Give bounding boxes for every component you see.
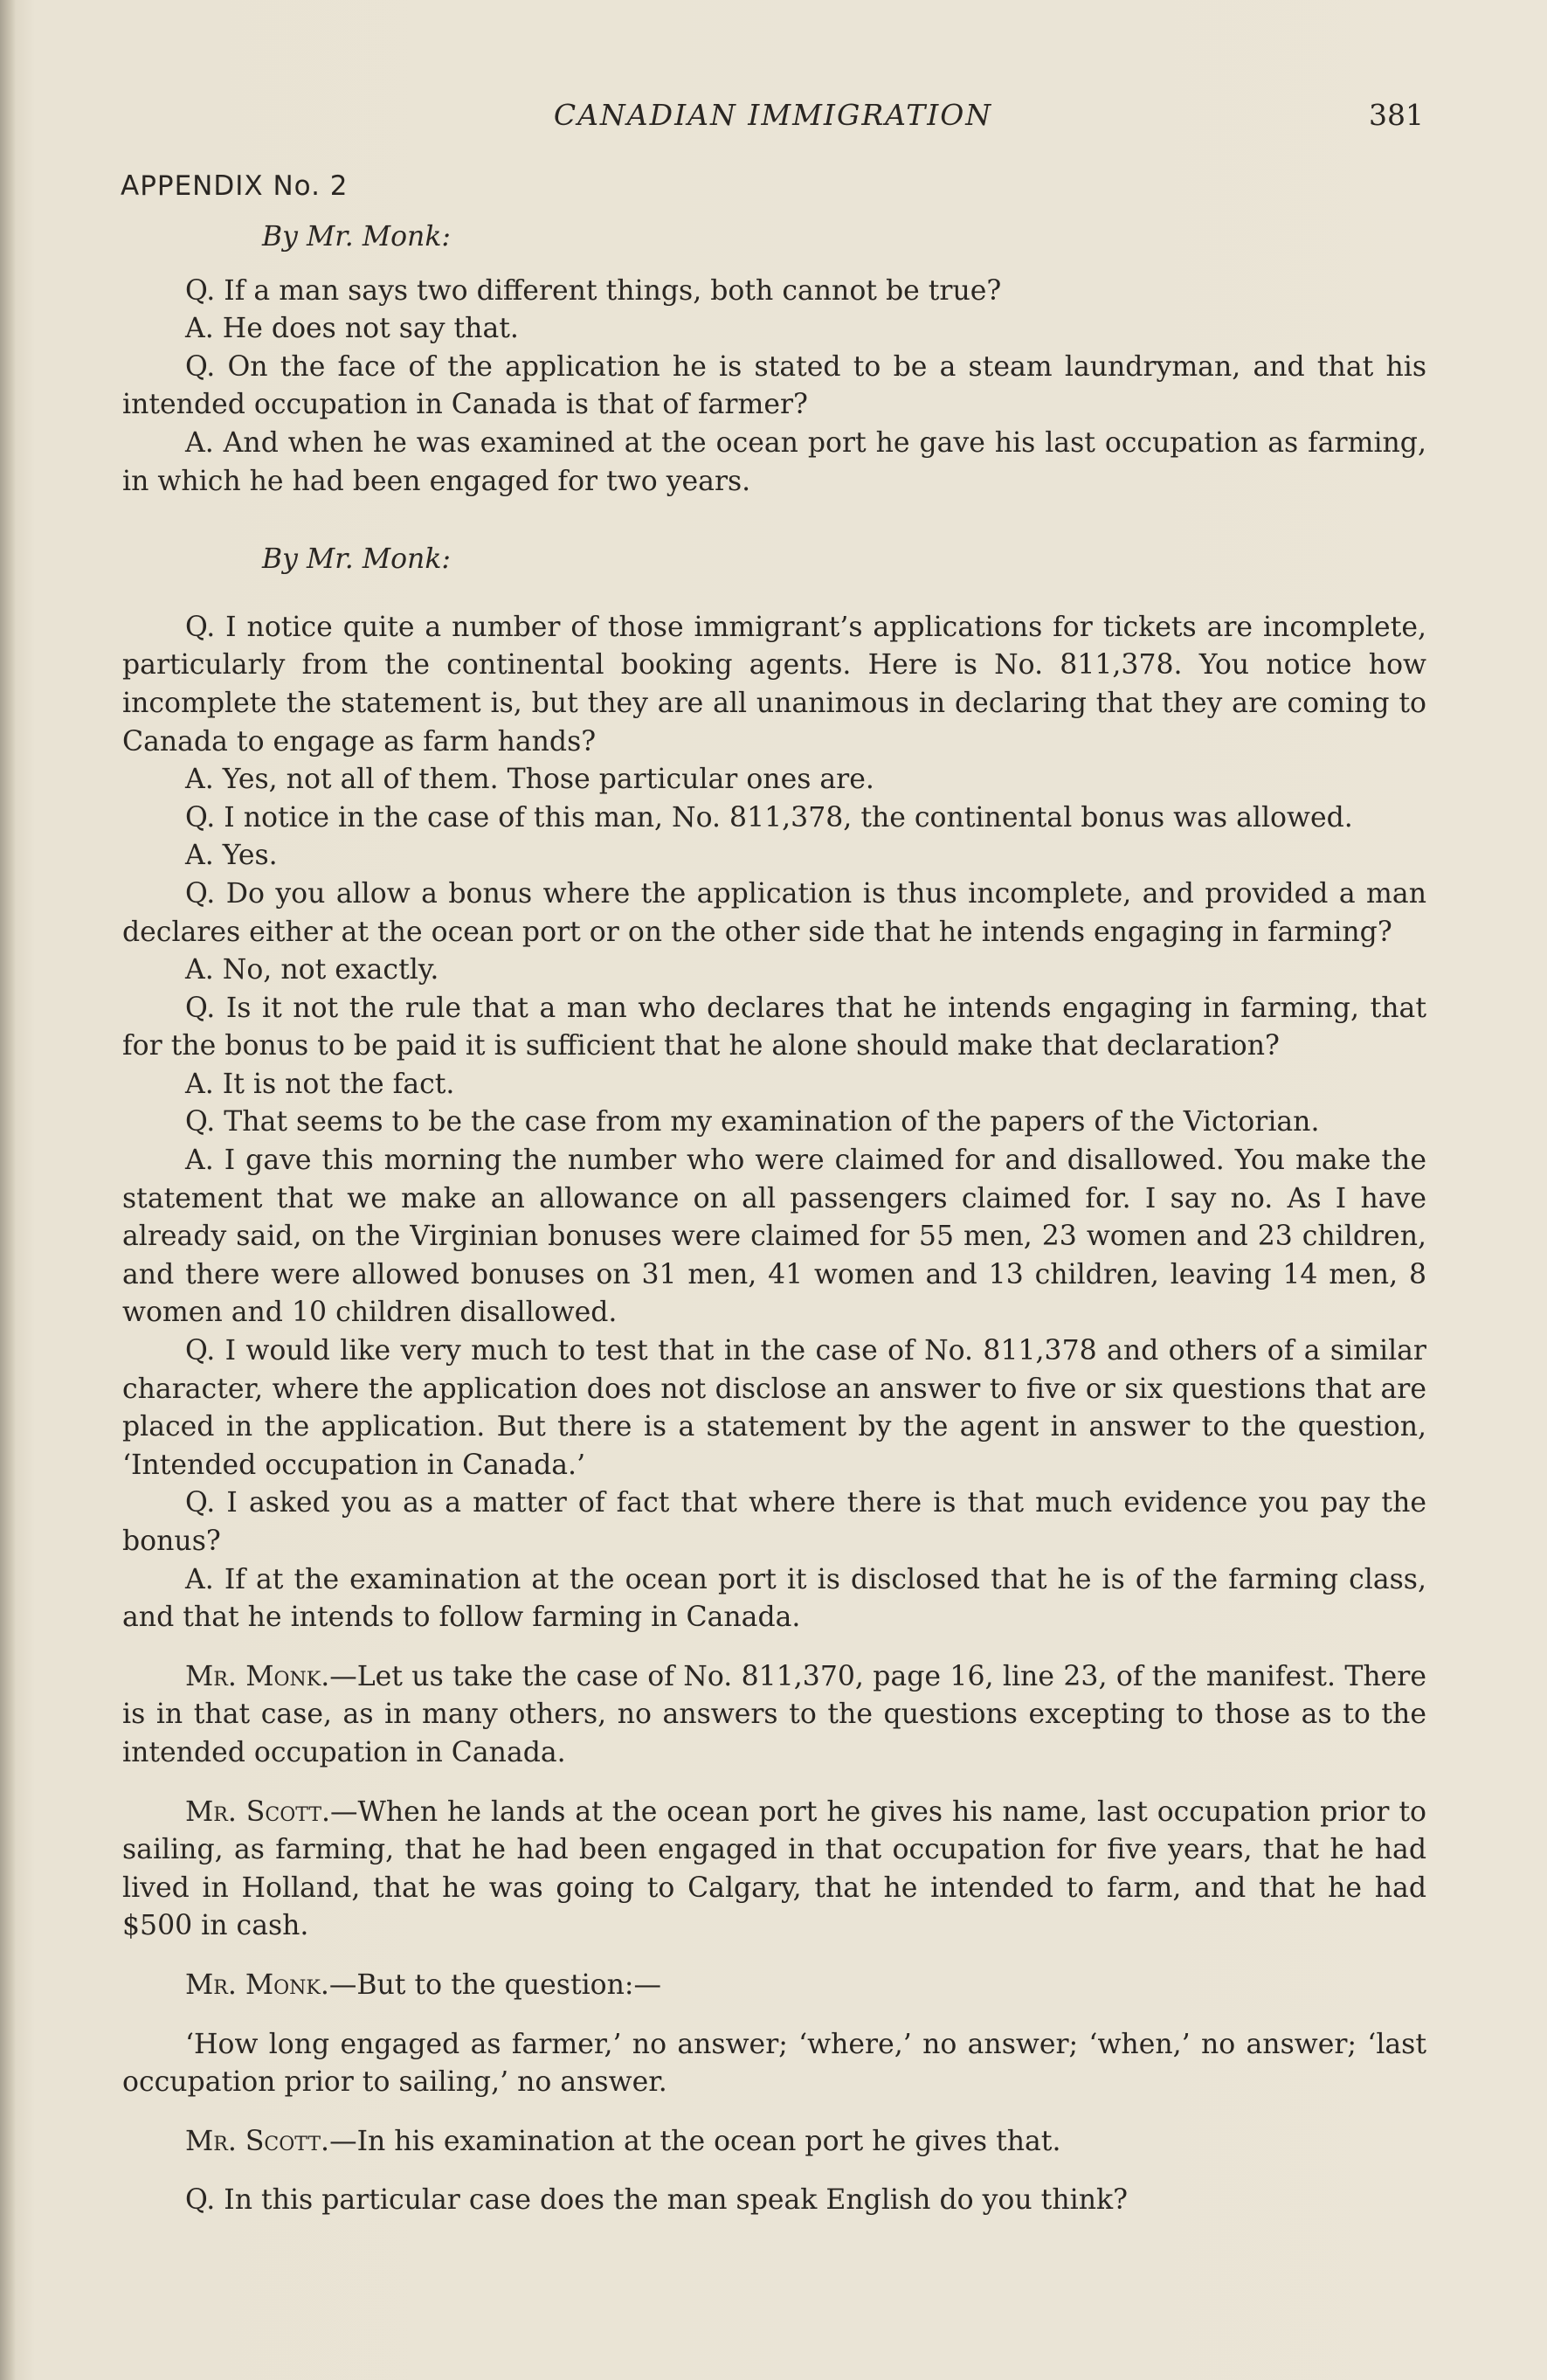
- paragraph: Q. That seems to be the case from my examination of the papers of the Victorian.: [185, 1106, 1320, 1138]
- paragraph: Q. In this particular case does the man speak English do you think?: [185, 2184, 1128, 2217]
- speaker-text: —In his examination at the ocean port he gives that.: [329, 2125, 1061, 2157]
- running-title: CANADIAN IMMIGRATION: [553, 98, 993, 132]
- running-header: [122, 98, 1424, 142]
- speaker-text: —Let us take the case of No. 811,370, page 16, line 23, of the manifest. There is in that case, as in many others, no answers to the questions excepting to those as to the intended occupation in Canada.: [122, 1660, 1426, 1768]
- speaker-name: Mr. Monk.: [185, 1660, 330, 1692]
- paragraph: Q. I would like very much to test that in the case of No. 811,378 and others of a similar character, where the application does not disclose an answer to five or six questions that are placed in the application. But there is a statement by the agent in answer to the question, ‘Intended occupation in Canada.’: [122, 1335, 1426, 1481]
- speaker-heading: By Mr. Monk:: [262, 221, 452, 253]
- paragraph: Q. Is it not the rule that a man who declares that he intends engaging in farming, that for the bonus to be paid it is sufficient that he alone should make that declaration?: [122, 992, 1426, 1062]
- paragraph: A. And when he was examined at the ocean port he gave his last occupation as farming, in which he had been engaged for two years.: [122, 426, 1426, 497]
- speaker-heading: By Mr. Monk:: [262, 543, 452, 576]
- speaker-paragraph: [122, 1794, 1426, 1946]
- page-number: 381: [1369, 98, 1424, 132]
- paragraph: Q. On the face of the application he is stated to be a steam laundryman, and that his intended occupation in Canada is that of farmer?: [122, 350, 1426, 421]
- speaker-paragraph: [122, 1658, 1426, 1773]
- speaker-text: —When he lands at the ocean port he gives his name, last occupation prior to sailing, as farming, that he had been engaged in that occupation for five years, that he had lived in Holland, that he was going to Calgary, that he intended to farm, and that he had $500 in cash.: [122, 1795, 1427, 1942]
- paragraph: A. He does not say that.: [185, 313, 519, 345]
- speaker-name: Mr. Scott.: [185, 1795, 331, 1828]
- paragraph: ‘How long engaged as farmer,’ no answer; ‘where,’ no answer; ‘when,’ no answer; ‘last occupation prior to sailing,’ no answer.: [122, 2028, 1426, 2099]
- paragraph: Q. If a man says two different things, both cannot be true?: [185, 274, 1002, 307]
- body-text: [122, 218, 1426, 2220]
- appendix-label: APPENDIX No. 2: [121, 170, 349, 202]
- speaker-text: —But to the question:—: [328, 1968, 662, 2001]
- paragraph: Q. I notice in the case of this man, No. 811,378, the continental bonus was allowed.: [185, 801, 1353, 834]
- paragraph: Q. Do you allow a bonus where the application is thus incomplete, and provided a man declares either at the ocean port or on the other side that he intends engaging in farming?: [122, 877, 1426, 948]
- paragraph: A. If at the examination at the ocean port it is disclosed that he is of the farming class, and that he intends to follow farming in Canada.: [122, 1563, 1426, 1634]
- paragraph: A. Yes.: [185, 840, 278, 872]
- speaker-name: Mr. Scott.: [185, 2125, 330, 2157]
- paragraph: Q. I notice quite a number of those immigrant’s applications for tickets are incomplete, particularly from the continental booking agents. Here is No. 811,378. You notice how incomplete the statement is, but they are all unanimous in declaring that they are coming to Canada to engage as farm hands?: [122, 611, 1426, 758]
- speaker-paragraph: [122, 2123, 1426, 2162]
- page-spine-shadow: [0, 0, 16, 2380]
- speaker-paragraph: [122, 1967, 1426, 2005]
- paragraph: A. It is not the fact.: [185, 1068, 455, 1100]
- paragraph: A. No, not exactly.: [185, 954, 439, 986]
- speaker-name: Mr. Monk.: [185, 1968, 329, 2001]
- paragraph: A. I gave this morning the number who were claimed for and disallowed. You make the statement that we make an allowance on all passengers claimed for. I say no. As I have already said, on the Virginian bonuses were claimed for 55 men, 23 women and 23 children, and there were allowed bonuses on 31 men, 41 women and 13 children, leaving 14 men, 8 women and 10 children disallowed.: [122, 1145, 1426, 1329]
- paragraph: Q. I asked you as a matter of fact that where there is that much evidence you pay the bonus?: [122, 1487, 1426, 1557]
- paragraph: A. Yes, not all of them. Those particular ones are.: [185, 764, 874, 796]
